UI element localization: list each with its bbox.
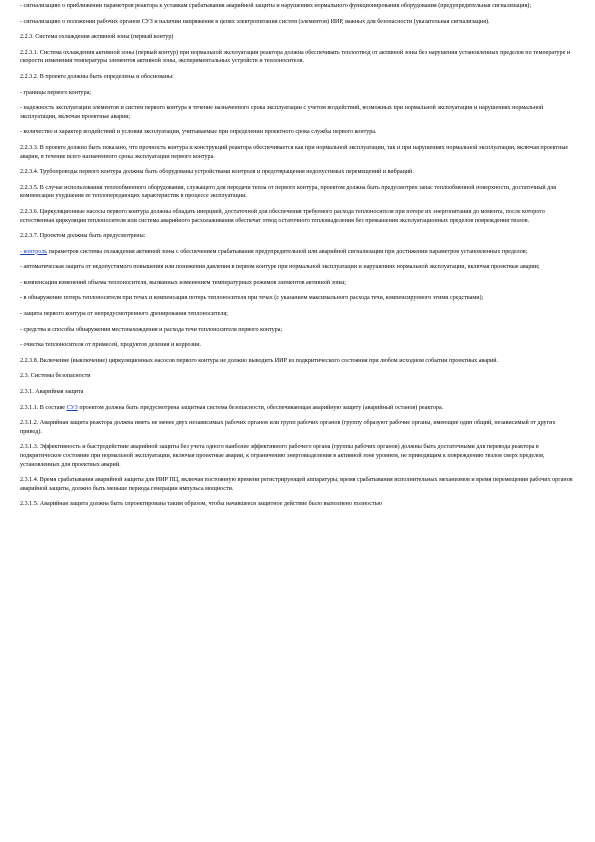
paragraph-2-3-1-2: 2.3.1.2. Аварийная защита реактора должна иметь не менее двух независимых рабочих органов или групп рабочих органов (группу образуют рабочие органы, имеющие один общий, независимый от других привод). [20, 420, 556, 435]
suz-link[interactable]: СУЗ [66, 404, 78, 411]
paragraph-2-3-1-1 [20, 404, 576, 413]
paragraph-2-2-3-6: 2.2.3.6. Циркуляционные насосы первого контура должны обладать инерцией, достаточной для обеспечения требуемого расхода теплоносителя при потере их энергопитания до момента, после которого естественная циркуляция теплоносителя или система аварийного расхолаживания обеспечат отвод остаточного тепловыделения без превышения эксплуатационных пределов повреждения твэлов. [20, 208, 545, 224]
paragraph-2-3-1-4: 2.3.1.4. Время срабатывания аварийной защиты для ИИР ПЦ, включая постоянную времени регистрирующей аппаратуры, время срабатывания исполнительных механизмов и время перемещения рабочих органов аварийной защиты, должно быть меньше периода генерации импульса мощности. [20, 477, 573, 492]
paragraph-2-2-3-1: 2.2.3.1. Система охлаждения активной зоны (первый контур) при нормальной эксплуатации реактора должна обеспечивать теплоотвод от активной зоны без нарушения установленных пределов по температуре и скорости изменения температуры элементов активной зоны, экспериментальных устройств и теплоносителя. [20, 49, 571, 65]
list-item-leak-detection: - средства и способы обнаружения местонахождения и расхода течи теплоносителя первого контура; [20, 326, 283, 333]
paragraph-2-2-3-2: 2.2.3.2. В проекте должны быть определены и обоснованы: [20, 73, 174, 80]
paragraph-2-2-3-3: 2.2.3.3. В проекте должно быть показано, что прочность контура и конструкций реактора обеспечивается как при нормальной эксплуатации, так и при нарушениях нормальной эксплуатации, включая проектные аварии, в течение всего назначенного срока эксплуатации первого контура. [20, 144, 569, 160]
list-item-monitoring [20, 248, 576, 257]
document-page [20, 2, 576, 516]
paragraph-2-3-1-5: 2.3.1.5. Аварийная защита должна быть спроектирована таким образом, чтобы начавшееся защитное действие было выполнено полностью [20, 501, 382, 508]
paragraph-2-2-3-7: 2.2.3.7. Проектом должны быть предусмотрены: [20, 233, 146, 240]
list-item-circuit-bounds: - границы первого контура; [20, 89, 92, 96]
list-item-monitoring-text: параметров системы охлаждения активной зоны с обеспечением срабатывания предупредительной или аварийной сигнализации при достижении параметров установленных пределов; [47, 248, 528, 255]
list-item-leak-compensation: - в обнаружение потерь теплоносителя при течах и компенсация потерь теплоносителя при течах (с указанием максимального расхода течи, компенсируемого этими средствами); [20, 295, 484, 302]
paragraph-2-2-3-5: 2.2.3.5. В случае использования теплообменного оборудования, служащего для передачи тепла от первого контура, проектом должна быть предусмотрен запас теплообменной поверхности, достаточный для компенсации ухудшения ее теплопередающих характеристик в процессе эксплуатации. [20, 184, 557, 200]
list-item-reliability: - надежность эксплуатации элементов и систем первого контура в течение назначенного срока эксплуатации с учетом воздействий, возможных при нормальной эксплуатации и нарушениях нормальной эксплуатации, включая проектные аварии; [20, 105, 544, 120]
list-item-pressure-protection: - автоматическая защита от недопустимого повышения или понижения давления в первом контуре при нормальной эксплуатации и нарушениях нормальной эксплуатации, включая проектные аварии; [20, 264, 540, 271]
list-item-impacts: - количество и характер воздействий и условия эксплуатации, учитываемые при определении проектного срока службы первого контура. [20, 129, 377, 136]
list-item-drain-protection: - защита первого контура от непредусмотренного дренирования теплоносителя; [20, 311, 228, 318]
section-heading-2-2-3: 2.2.3. Система охлаждения активной зоны (первый контур) [20, 34, 174, 41]
paragraph-2-2-3-4: 2.2.3.4. Трубопроводы первого контура должны быть оборудованы устройствами контроля и предотвращения недопустимых перемещений и вибраций. [20, 169, 414, 176]
paragraph-2-2-3-8: 2.2.3.8. Включение (выключение) циркуляционных насосов первого контура не должно выводить ИИР из подкритического состояния при любом исходном событии проектных аварий. [20, 357, 498, 364]
section-heading-2-3: 2.3. Системы безопасности [20, 373, 91, 380]
paragraph-2-3-1-3: 2.3.1.3. Эффективность и быстродействие аварийной защиты без учета одного наиболее эффективного рабочего органа (группы рабочих органов) должны быть достаточными для перевода реактора в подкритическое состояние при нормальной эксплуатации, включая проектные аварии, к ограничению энерговыделения в активной зоне уровнем, не приводящим к повреждению твэлов сверх пределов, установленных для проектных аварий. [20, 444, 545, 468]
section-heading-2-3-1: 2.3.1. Аварийная защита [20, 389, 84, 396]
paragraph-signal-warning: - сигнализацию о приближении параметров реактора к уставкам срабатывания аварийной защиты и нарушениях нормального функционирования оборудования (предупредительная сигнализация); [20, 3, 532, 9]
control-link[interactable]: - контроль [20, 248, 48, 255]
paragraph-2-3-1-1-end: проектом должна быть предусмотрена защитная система безопасности, обеспечивающая аварийную защиту (аварийный останов) реактора. [77, 404, 444, 411]
paragraph-2-3-1-1-start: 2.3.1.1. В составе [20, 404, 67, 411]
list-item-purification: - очистка теплоносителя от примесей, продуктов деления и коррозии. [20, 342, 202, 349]
list-item-volume-compensation: - компенсация изменений объема теплоносителя, вызванных изменением температурных режимов элементов активной зоны; [20, 279, 347, 286]
paragraph-signal-indication: - сигнализацию о положении рабочих органов СУЗ и наличии напряжения в цепях электропитания систем (элементов) ИИР, важных для безопасности (указательная сигнализация). [20, 18, 490, 25]
